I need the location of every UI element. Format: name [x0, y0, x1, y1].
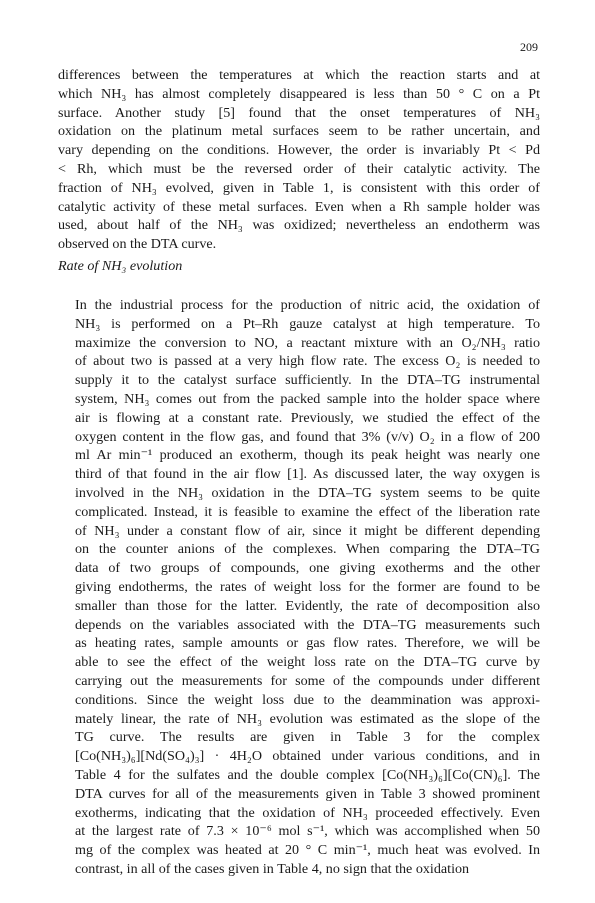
- text-line: as heating rates, sample amounts or gas flow rates. Therefore, we will be: [75, 635, 540, 652]
- page-number: 209: [520, 40, 538, 54]
- text-line: third of that found in the air flow [1]. As discussed later, the way oxygen is: [75, 466, 540, 483]
- text-line: of about two is passed at a very high flow rate. The excess O₂ is needed to: [75, 353, 540, 370]
- text-line: supply it to the catalyst surface sufficiently. In the DTA–TG instrumental: [75, 372, 540, 389]
- text-line: < Rh, which must be the reversed order of their catalytic activity. The: [58, 160, 540, 177]
- text-line: system, NH₃ comes out from the packed sample into the holder space where: [75, 390, 540, 407]
- text-line: oxidation on the platinum metal surfaces seem to be rather uncertain, and: [58, 123, 540, 140]
- text-line: mately linear, the rate of NH₃ evolution was estimated as the slope of the: [75, 710, 540, 727]
- text-line: ml Ar min⁻¹ produced an exotherm, though its peak height was nearly one: [75, 447, 540, 464]
- text-line: catalytic activity of these metal surfaces. Even when a Rh sample holder was: [58, 198, 540, 215]
- text-line: differences between the temperatures at which the reaction starts and at: [58, 67, 540, 83]
- text-line: on the counter anions of the complexes. When comparing the DTA–TG: [75, 541, 540, 558]
- text-line: mg of the complex was heated at 20 ° C min⁻¹, much heat was evolved. In: [75, 842, 540, 859]
- section-heading: Rate of NH₃ evolution: [58, 258, 183, 274]
- text-line: maximize the conversion to NO, a reactant mixture with an O₂/NH₃ ratio: [75, 334, 540, 351]
- paragraph-2: [58, 296, 540, 879]
- text-line: contrast, in all of the cases given in Table 4, no sign that the oxidation: [75, 860, 470, 877]
- text-line: observed on the DTA curve.: [58, 236, 217, 253]
- text-line: which NH₃ has almost completely disappeared is less than 50 ° C on a Pt: [58, 85, 540, 102]
- paragraph-1: [58, 66, 540, 254]
- text-line: carrying out the measurements for some of the compounds under different: [75, 672, 540, 689]
- text-line: surface. Another study [5] found that the onset temperatures of NH₃: [58, 104, 540, 121]
- text-line: fraction of NH₃ evolved, given in Table 1, is consistent with this order of: [58, 179, 540, 196]
- text-line: oxygen content in the flow gas, and found that 3% (v/v) O₂ in a flow of 200: [75, 428, 540, 445]
- text-line: conditions. Since the weight loss due to the deammination was approxi-: [75, 691, 540, 708]
- text-line: used, about half of the NH₃ was oxidized; nevertheless an endotherm was: [58, 217, 540, 234]
- text-line: data of two groups of compounds, one giving exotherms and the other: [75, 560, 540, 577]
- text-line: Table 4 for the sulfates and the double complex [Co(NH₃)₆][Co(CN)₆]. The: [75, 766, 540, 783]
- text-line: at the largest rate of 7.3 × 10⁻⁶ mol s⁻¹, which was accomplished when 50: [75, 823, 540, 840]
- text-line: NH₃ is performed on a Pt–Rh gauze catalyst at high temperature. To: [75, 315, 540, 332]
- text-line: vary depending on the conditions. However, the order is invariably Pt < Pd: [58, 142, 540, 159]
- text-line: DTA curves for all of the measurements given in Table 3 showed prominent: [75, 785, 540, 802]
- text-line: of NH₃ under a constant flow of air, since it might be different depending: [75, 522, 540, 539]
- text-line: complicated. Instead, it is feasible to examine the effect of the liberation rate: [75, 503, 540, 520]
- text-line: giving endotherms, the rates of weight loss for the former are found to be: [75, 578, 540, 595]
- text-line: air is flowing at a constant rate. Previously, we studied the effect of the: [75, 409, 540, 426]
- text-line: exotherms, indicating that the oxidation of NH₃ proceeded effectively. Even: [75, 804, 540, 821]
- text-line: smaller than those for the latter. Evidently, the rate of decomposition also: [75, 597, 540, 614]
- text-line: [Co(NH₃)₆][Nd(SO₄)₃] · 4H₂O obtained under various conditions, and in: [75, 748, 540, 765]
- text-line: In the industrial process for the production of nitric acid, the oxidation of: [75, 297, 540, 313]
- text-line: TG curve. The results are given in Table 3 for the complex: [75, 729, 540, 746]
- text-line: depends on the variables associated with the DTA–TG measurements such: [75, 616, 540, 633]
- text-line: involved in the NH₃ oxidation in the DTA–TG system seems to be quite: [75, 484, 540, 501]
- text-line: able to see the effect of the weight loss rate on the DTA–TG curve by: [75, 654, 540, 671]
